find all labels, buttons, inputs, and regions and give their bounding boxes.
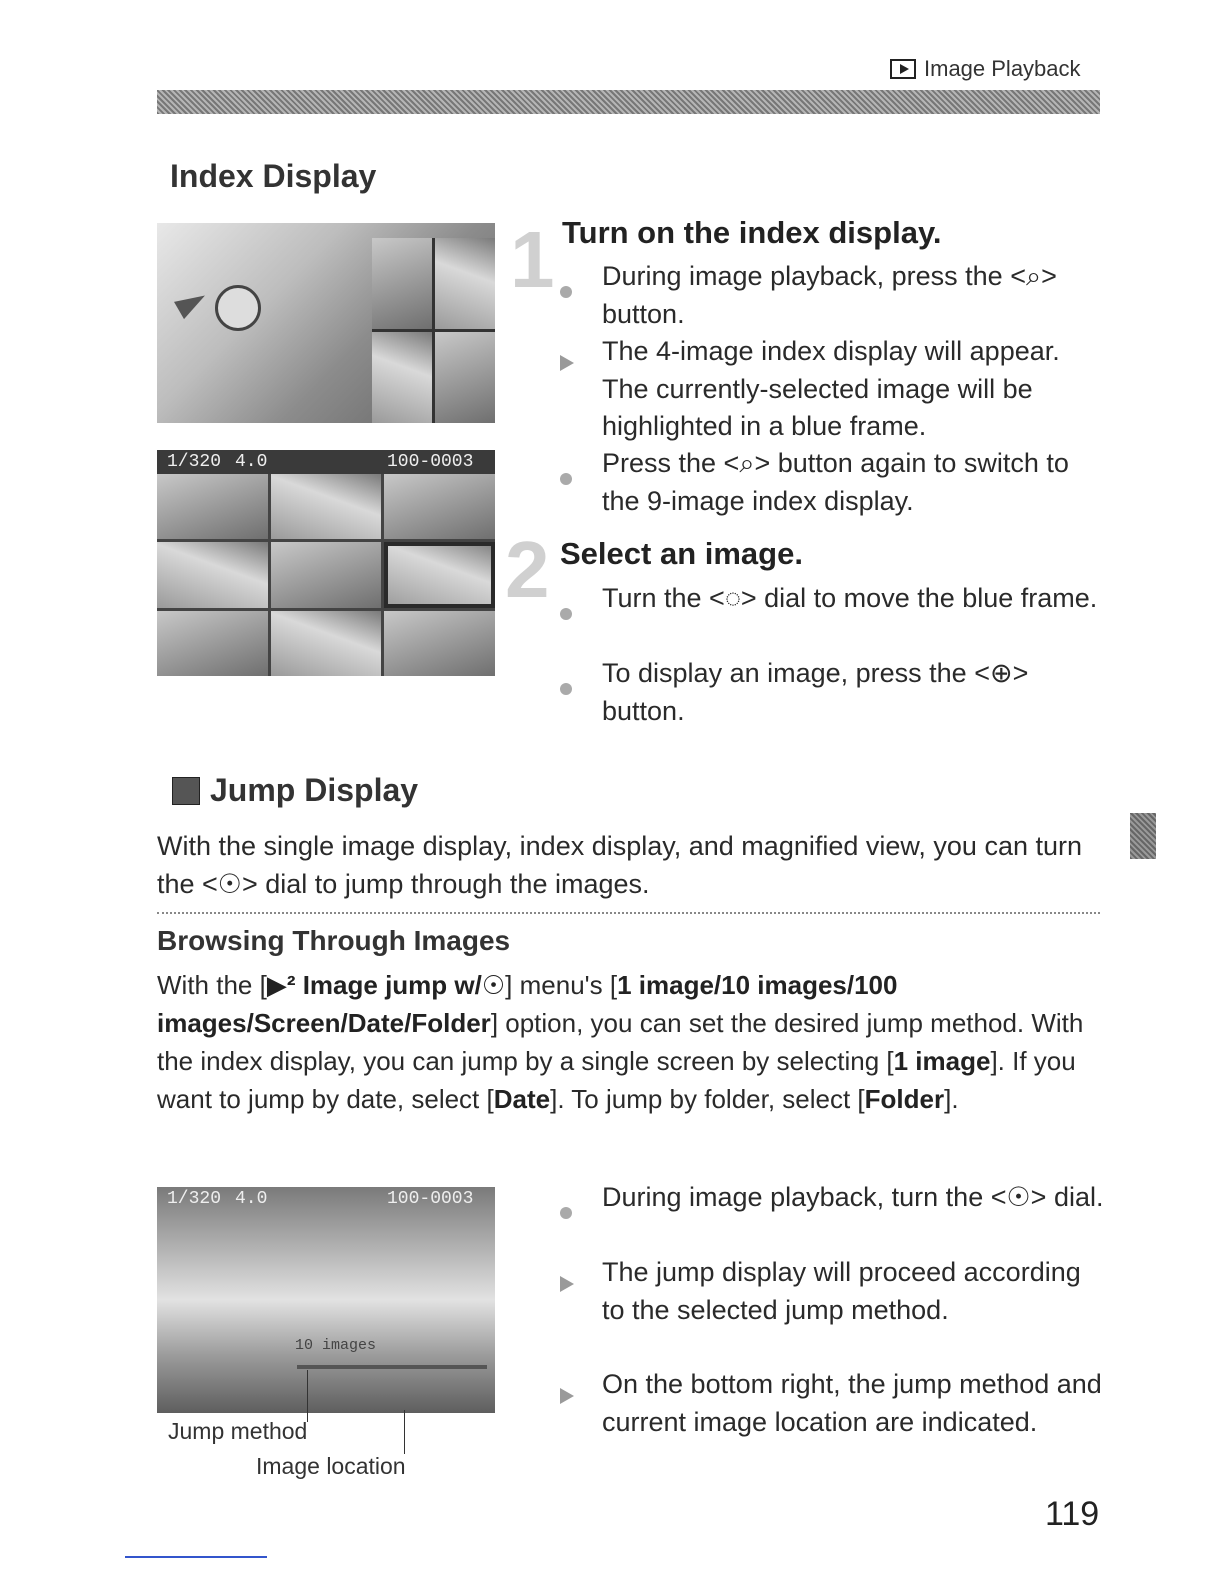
- index-grid: [157, 474, 495, 676]
- step-2-title: Select an image.: [560, 536, 803, 571]
- lcd-shutter: 1/320: [167, 1189, 222, 1209]
- leader-line: [404, 1410, 405, 1454]
- result-arrow-icon: [560, 355, 574, 371]
- lcd-file-number: 100-0003: [387, 1189, 474, 1209]
- jump-intro: With the single image display, index display, and magnified view, you can turn the <☉> dial to jump through the images.: [157, 831, 1083, 899]
- index-thumb: [435, 238, 495, 329]
- index-display-title: Index Display: [170, 158, 377, 194]
- step-1-item: Press the <⌕> button again to switch to the 9-image index display.: [560, 445, 1105, 520]
- bullet-dot-icon: [560, 1207, 572, 1219]
- step-2-item: Turn the <◌> dial to move the blue frame.: [560, 580, 1105, 618]
- playback-icon: [890, 59, 916, 79]
- zoom-button-illustration: [215, 285, 261, 331]
- jump-item: On the bottom right, the jump method and current image location are indicated.: [560, 1366, 1105, 1441]
- step-2-item: To display an image, press the <⊕> button.: [560, 655, 1105, 730]
- image-location-bar: [297, 1365, 487, 1369]
- index-thumb: [384, 474, 495, 539]
- step-2-number: 2: [505, 525, 550, 614]
- lcd-jump-method: 10 images: [295, 1337, 377, 1354]
- index-thumb: [271, 611, 382, 676]
- divider: [157, 912, 1100, 914]
- page-number: 119: [1045, 1495, 1100, 1533]
- bullet-dot-icon: [560, 608, 572, 620]
- header-bar: [157, 90, 1100, 114]
- jump-display-title: Jump Display: [172, 772, 418, 809]
- index-thumb: [157, 474, 268, 539]
- section-label: Image Playback: [924, 56, 1081, 81]
- selected-thumb: [384, 542, 495, 607]
- bullet-dot-icon: [560, 473, 572, 485]
- browsing-title: Browsing Through Images: [157, 925, 511, 956]
- caption-jump-method: Jump method: [168, 1418, 308, 1444]
- index-thumb: [372, 238, 432, 329]
- result-arrow-icon: [560, 1276, 574, 1292]
- arrow-icon: [174, 287, 210, 319]
- lcd-aperture: 4.0: [235, 452, 268, 472]
- caption-image-location: Image location: [256, 1453, 406, 1479]
- browsing-paragraph: With the [▶² Image jump w/☉] menu's [1 image/10 images/100 images/Screen/Date/Folder] option, you can set the desired jump method. With the index display, you can jump by a single screen by selecting [1 image]. If you want to jump by date, select [Date]. To jump by folder, select [Folder].: [157, 970, 1084, 1114]
- lcd-aperture: 4.0: [235, 1189, 268, 1209]
- index-thumb: [372, 332, 432, 423]
- step-1-number: 1: [510, 215, 555, 304]
- lcd-file-number: 100-0003: [387, 452, 474, 472]
- camera-button-photo: [157, 223, 495, 423]
- jump-display-screen: [157, 1187, 495, 1413]
- index-thumb: [271, 474, 382, 539]
- index-thumb: [384, 611, 495, 676]
- step-1-item: The 4-image index display will appear. The currently-selected image will be highlighted in a blue frame.: [560, 333, 1105, 446]
- four-image-index-preview: [372, 238, 495, 423]
- index-thumb: [271, 542, 382, 607]
- leader-line: [307, 1370, 308, 1422]
- chapter-tab: [1130, 813, 1156, 859]
- index-thumb: [435, 332, 495, 423]
- index-thumb: [157, 611, 268, 676]
- bullet-dot-icon: [560, 683, 572, 695]
- result-arrow-icon: [560, 1388, 574, 1404]
- running-header: [890, 56, 1081, 82]
- jump-item: During image playback, turn the <☉> dial.: [560, 1179, 1105, 1217]
- lcd-shutter: 1/320: [167, 452, 222, 472]
- step-1-title: Turn on the index display.: [562, 215, 942, 250]
- nine-image-index-screen: [157, 450, 495, 676]
- jump-item: The jump display will proceed according to the selected jump method.: [560, 1254, 1105, 1329]
- playback-menu-icon: [172, 777, 200, 805]
- footer-line: [125, 1556, 267, 1558]
- index-thumb: [157, 542, 268, 607]
- bullet-dot-icon: [560, 286, 572, 298]
- step-1-item: During image playback, press the <⌕> button.: [560, 258, 1105, 333]
